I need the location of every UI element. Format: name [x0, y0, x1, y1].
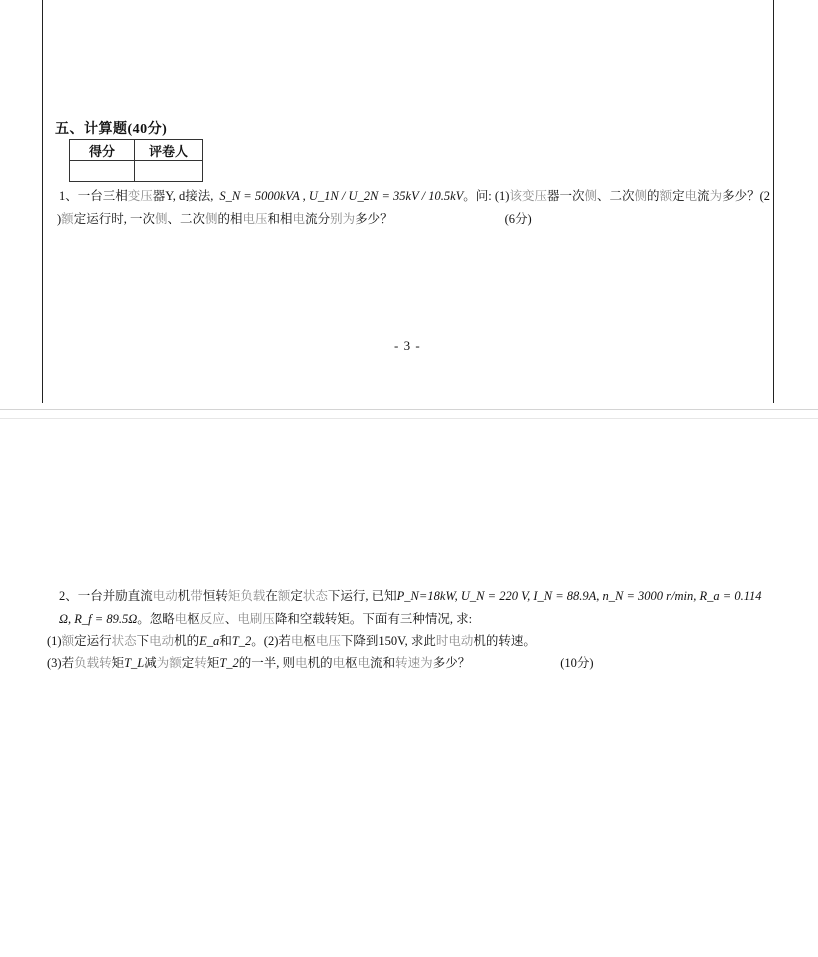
question-2-rf-value: Ω, R_f = 89.5Ω: [59, 612, 138, 626]
section-title: 五、计算题(40分): [55, 122, 168, 137]
page-border-left: [42, 0, 43, 403]
question-2-points: (10分): [560, 656, 594, 670]
question-2-line-4: (3)若负载转矩T_L减为额定转矩T_2的一半, 则电机的电枢电流和转速为多少？ (10分): [47, 656, 594, 670]
grader-cell[interactable]: [135, 161, 203, 182]
question-1-line-2: )额定运行时, 一次侧、二次侧的相电压和相电流分别为多少？ (6分): [57, 212, 532, 226]
page-3: [0, 0, 818, 403]
grader-header: 评卷人: [135, 140, 203, 161]
score-cell[interactable]: [70, 161, 135, 182]
question-1-formula: S_N = 5000kVA , U_1N / U_2N = 35kV / 10.5kV: [219, 189, 464, 203]
page-gap-top: [0, 409, 818, 410]
question-2-line-1: 2、一台并励直流电动机带恒转矩负载在额定状态下运行, 已知P_N=18kW, U_N = 220 V, I_N = 88.9A, n_N = 3000 r/min, R_a = 0.114: [59, 589, 762, 603]
page-border-right: [773, 0, 774, 403]
question-2-line-2: Ω, R_f = 89.5Ω。忽略电枢反应、电刷压降和空载转矩。下面有三种情况, 求:: [59, 612, 473, 626]
page-number: - 3 -: [394, 338, 421, 353]
question-1-points: (6分): [504, 212, 532, 226]
question-1-line-1: 1、一台三相变压器Y, d接法, S_N = 5000kVA , U_1N / U_2N = 35kV / 10.5kV。问: (1)该变压器一次侧、二次侧的额定电流为多少？(2: [59, 189, 771, 203]
page-gap-bottom: [0, 418, 818, 419]
score-table: [69, 139, 203, 182]
question-2-line-3: (1)额定运行状态下电动机的E_a和T_2。(2)若电枢电压下降到150V, 求此时电动机的转速。: [47, 634, 536, 648]
question-2-given-values: P_N=18kW, U_N = 220 V, I_N = 88.9A, n_N = 3000 r/min, R_a = 0.114: [396, 589, 762, 603]
score-header: 得分: [70, 140, 135, 161]
